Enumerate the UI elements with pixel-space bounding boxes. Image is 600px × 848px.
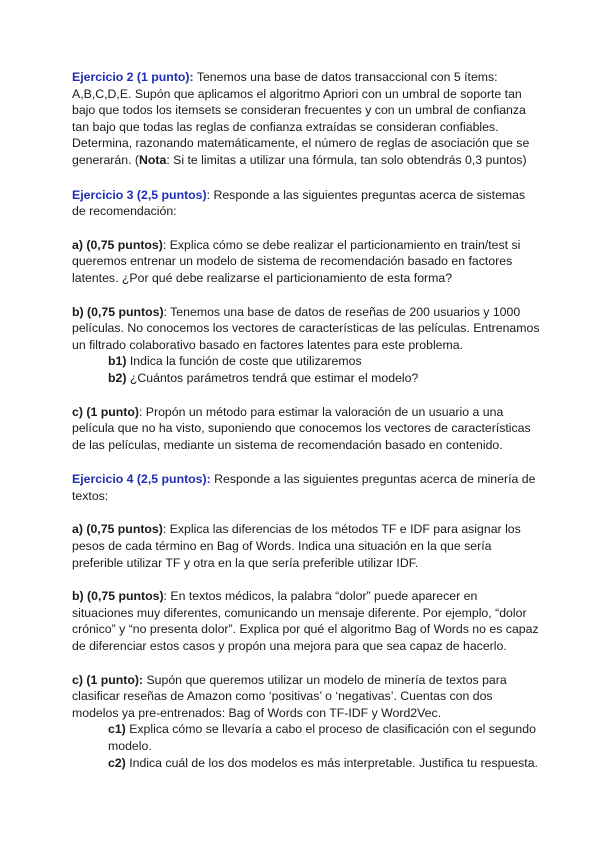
subquestion-label: c1) bbox=[108, 722, 126, 737]
exercise-4-title: Ejercicio 4 (2,5 puntos): bbox=[72, 472, 211, 487]
subquestion-label: c2) bbox=[108, 755, 126, 770]
question-text: : Tenemos una base de datos de reseñas de 200 usuarios y 1000 películas. No conocemos los vectores de características de las películas. Entrenamos un filtrado colaborativo basado en factores latentes para este problema. bbox=[72, 304, 540, 352]
exercise-4-subquestion-c2 bbox=[72, 755, 540, 772]
exercise-3-question-a bbox=[72, 237, 540, 287]
exercise-2 bbox=[72, 69, 540, 169]
exercise-2-note-text: : Si te limitas a utilizar una fórmula, tan solo obtendrás 0,3 puntos) bbox=[166, 152, 527, 167]
exercise-3-intro-text: : Responde a las siguientes preguntas acerca de sistemas de recomendación: bbox=[72, 187, 526, 219]
question-text: : Explica cómo se debe realizar el particionamiento en train/test si queremos entrenar un modelo de sistema de recomendación basado en factores latentes. ¿Por qué debe realizarse el particionamiento de esta forma? bbox=[72, 237, 521, 285]
exercise-4-question-a bbox=[72, 521, 540, 571]
subquestion-label: b1) bbox=[108, 354, 127, 369]
subquestion-text: Explica cómo se llevaría a cabo el proceso de clasificación con el segundo modelo. bbox=[108, 722, 536, 753]
question-text: : En textos médicos, la palabra “dolor” puede aparecer en situaciones muy diferentes, comunicando un mensaje diferente. Por ejemplo, “dolor crónico” y “no presenta dolor”. Explica por qué el algoritmo Bag of Words no es capaz de diferenciar estos casos y propón una mejora para que sea capaz de hacerlo. bbox=[72, 589, 539, 654]
exercise-3-question-b bbox=[72, 304, 540, 354]
question-label: c) (1 punto): bbox=[72, 672, 144, 687]
exercise-3-subquestion-b2 bbox=[72, 370, 540, 387]
subquestion-text: Indica la función de coste que utilizaremos bbox=[126, 354, 362, 369]
exercise-2-note-label: Nota bbox=[139, 152, 167, 167]
question-label: b) (0,75 puntos) bbox=[72, 304, 164, 319]
question-label: a) (0,75 puntos) bbox=[72, 237, 163, 252]
exercise-2-title: Ejercicio 2 (1 punto): bbox=[72, 70, 194, 84]
exercise-4-question-c bbox=[72, 672, 540, 722]
exercise-3-title: Ejercicio 3 (2,5 puntos) bbox=[72, 187, 207, 202]
question-text: Supón que queremos utilizar un modelo de minería de textos para clasificar reseñas de Amazon como ‘positivas’ o ‘negativas’. Cuentas con dos modelos ya pre-entrenados: Bag of Words con TF-IDF y Word2Vec. bbox=[72, 672, 507, 720]
question-text: : Explica las diferencias de los métodos TF e IDF para asignar los pesos de cada término en Bag of Words. Indica una situación en la que sería preferible utilizar TF y otra en la que sería preferible utilizar IDF. bbox=[72, 522, 521, 570]
exercise-4-intro-text: Responde a las siguientes preguntas acerca de minería de textos: bbox=[72, 472, 536, 503]
question-label: b) (0,75 puntos) bbox=[72, 589, 164, 604]
question-label: a) (0,75 puntos) bbox=[72, 522, 163, 537]
exercise-3-intro bbox=[72, 187, 540, 220]
question-label: c) (1 punto) bbox=[72, 404, 139, 419]
exercise-3-subquestion-b1 bbox=[72, 353, 540, 370]
subquestion-text: Indica cuál de los dos modelos es más interpretable. Justifica tu respuesta. bbox=[125, 755, 538, 770]
exercise-4-question-b bbox=[72, 588, 540, 654]
exercise-4-subquestion-c1 bbox=[72, 721, 540, 754]
subquestion-label: b2) bbox=[108, 370, 127, 385]
exercise-3-question-c bbox=[72, 404, 540, 454]
exercise-2-body: Tenemos una base de datos transaccional con 5 ítems: A,B,C,D,E. Supón que aplicamos el algoritmo Apriori con un umbral de soporte tan bajo que todos los itemsets se consideran frecuentes y con un umbral de confianza tan bajo que todas las reglas de confianza extraídas se consideran confiables. Determina, razonando matemáticamente, el número de reglas de asociación que se generarán. ( bbox=[72, 70, 530, 167]
question-text: : Propón un método para estimar la valoración de un usuario a una película que no ha visto, suponiendo que conocemos los vectores de características de las películas, mediante un sistema de recomendación basado en contenido. bbox=[72, 404, 531, 452]
exercise-4-intro bbox=[72, 471, 540, 504]
subquestion-text: ¿Cuántos parámetros tendrá que estimar el modelo? bbox=[126, 370, 419, 385]
